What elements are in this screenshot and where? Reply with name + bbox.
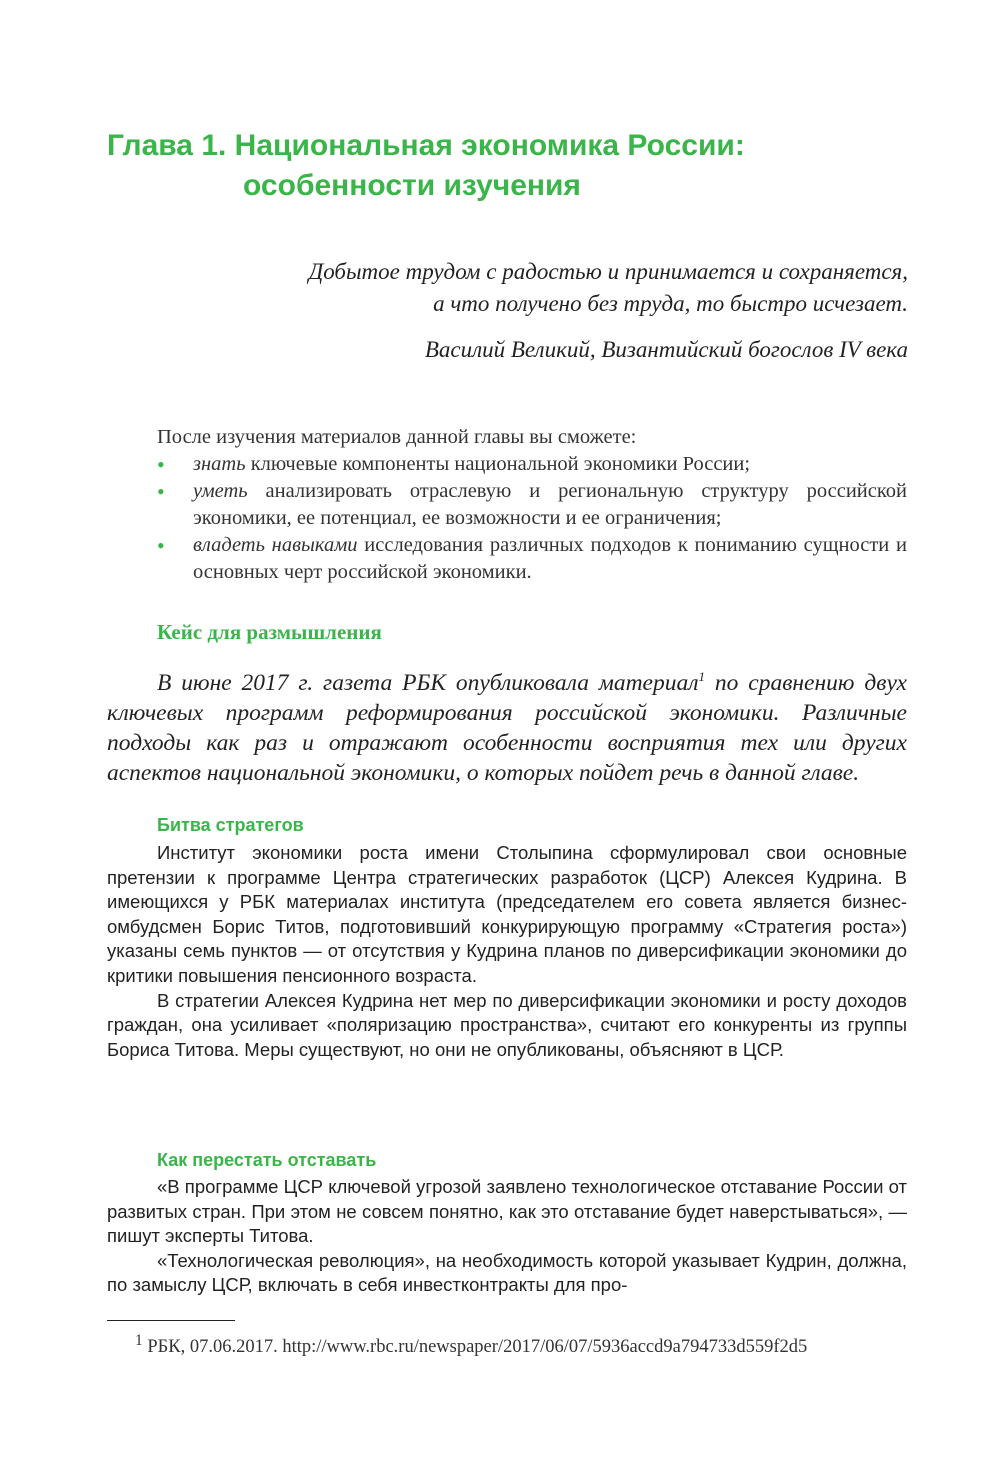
case-heading: Кейс для размышления <box>157 620 382 644</box>
learning-objectives <box>157 424 907 586</box>
chapter-title-line1: Глава 1. Национальная экономика России: <box>107 129 745 162</box>
case-intro <box>107 662 907 788</box>
objective-lead: уметь <box>193 480 248 502</box>
objective-item <box>157 478 907 532</box>
epigraph-line1: Добытое трудом с радостью и принимается и сохраняется, <box>308 259 908 284</box>
bullet-icon: • <box>157 452 165 477</box>
objective-lead: знать <box>193 453 246 475</box>
section-heading-catching-up: Как перестать отставать <box>157 1150 377 1170</box>
chapter-title <box>107 126 907 206</box>
case-intro-text-b: по сравнению двух ключевых программ реформирования российской экономики. Различные подходы как раз и отражают особенности восприятия тех или других аспектов национальной экономики, о которых пойдет речь в данной главе. <box>107 669 907 786</box>
objectives-list <box>157 451 907 586</box>
chapter-title-line2: особенности изучения <box>243 169 581 202</box>
bullet-icon: • <box>157 533 165 558</box>
objective-lead: владеть навыками <box>193 534 358 556</box>
epigraph <box>208 256 908 366</box>
footnote-number: 1 <box>135 1332 143 1349</box>
section-body-catching-up <box>107 1175 907 1298</box>
paragraph: «В программе ЦСР ключевой угрозой заявлено технологическое отставание России от развитых стран. При этом не совсем понятно, как это отставание будет наверстываться», — пишут эксперты Титова. <box>107 1176 907 1247</box>
section-body-strategists <box>107 841 907 1062</box>
footnote-divider <box>107 1320 235 1321</box>
objective-text: исследования различных подходов к пониманию сущности и основных черт российской экономики. <box>193 534 907 583</box>
objectives-intro: После изучения материалов данной главы вы сможете: <box>157 426 637 448</box>
objective-text: анализировать отраслевую и региональную структуру российской экономики, ее потенциал, ее возможности и ее ограничения; <box>193 480 907 529</box>
epigraph-author: Василий Великий, Византийский богослов IV века <box>424 337 908 362</box>
bullet-icon: • <box>157 479 165 504</box>
paragraph: Институт экономики роста имени Столыпина сформулировал свои основные претензии к программе Центра стратегических разработок (ЦСР) Алексея Кудрина. В имеющихся у РБК материалах института (председателем его совета является бизнес-омбудсмен Борис Титов, подготовивший конкурирующую программу «Стратегия роста») указаны семь пунктов — от отсутствия у Кудрина планов по диверсификации экономики до критики повышения пенсионного возраста. <box>107 842 907 986</box>
objective-text: ключевые компоненты национальной экономики России; <box>245 453 751 475</box>
epigraph-line2: а что получено без труда, то быстро исчезает. <box>433 291 908 316</box>
footnote-text[interactable]: РБК, 07.06.2017. http://www.rbc.ru/newspaper/2017/06/07/5936accd9a794733d559f2d5 <box>142 1337 808 1358</box>
paragraph: В стратегии Алексея Кудрина нет мер по диверсификации экономики и росту доходов граждан, она усиливает «поляризацию пространства», считают его конкуренты из группы Бориса Титова. Меры существуют, но они не опубликованы, объясняют в ЦСР. <box>107 989 907 1060</box>
objective-item <box>157 451 907 478</box>
paragraph: «Технологическая революция», на необходимость которой указывает Кудрин, должна, по замыслу ЦСР, включать в себя инвестконтракты для про- <box>107 1249 907 1296</box>
objective-item <box>157 532 907 586</box>
footnote <box>107 1328 907 1360</box>
case-intro-text-a: В июне 2017 г. газета РБК опубликовала материал <box>157 669 699 696</box>
section-heading-strategists: Битва стратегов <box>157 815 304 835</box>
footnote-ref[interactable]: 1 <box>698 669 705 684</box>
